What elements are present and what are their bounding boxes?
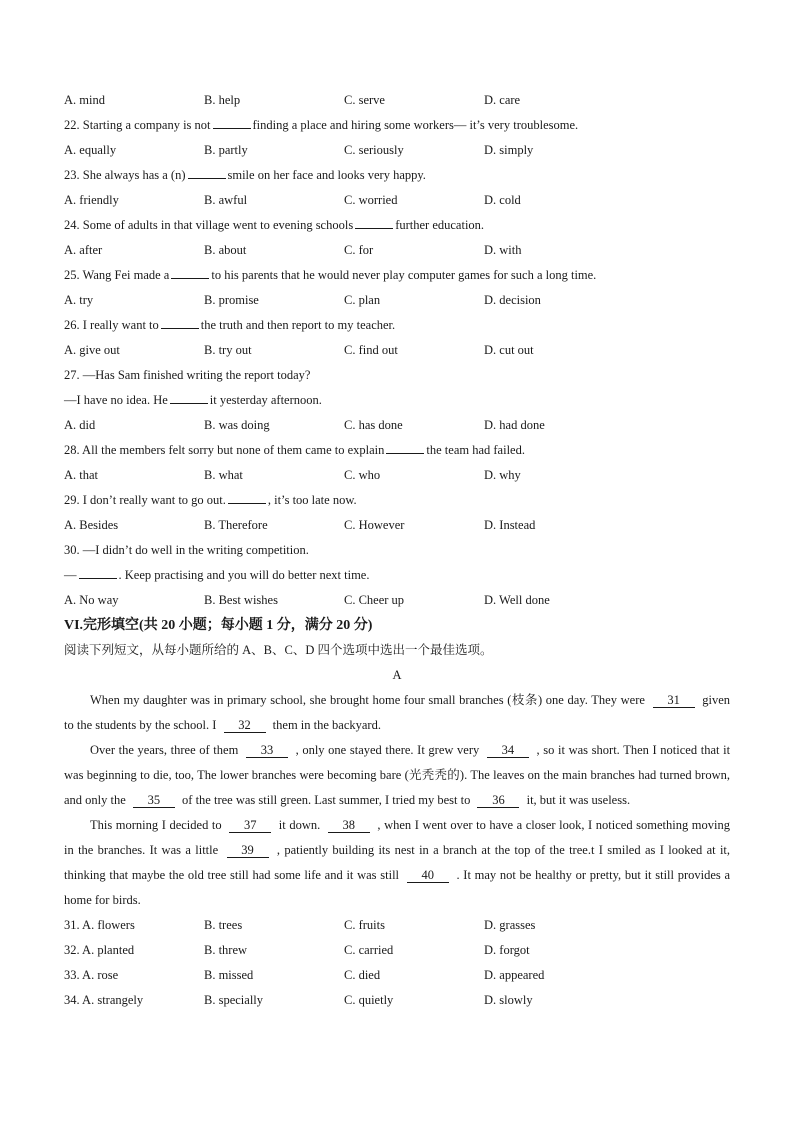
option: D. cold [484,193,521,207]
question-text: —I have no idea. He [64,393,168,407]
passage-paragraph-3 [64,813,730,913]
option-row [64,138,730,163]
option: A. equally [64,143,117,157]
exam-page [64,88,730,1013]
answer-blank [170,391,208,404]
question [64,488,730,513]
option: D. why [484,468,521,482]
question [64,113,730,138]
option: B. try out [204,343,252,357]
passage-text: , only one stayed there. It grew very [295,743,480,757]
cloze-blank: 31 [653,693,695,708]
option-row [64,988,730,1013]
option-row [64,938,730,963]
cloze-blank: 38 [328,818,370,833]
option: C. seriously [344,143,404,157]
option: C. died [344,968,381,982]
passage-text: , patiently building its nest in a branch at the top of the tree.t I smiled as I looked at it, thinking that maybe the old tree still had some life and it was still [64,843,731,882]
passage-text: . It may not be healthy or pretty, but it still provides a home for birds. [64,868,731,907]
section-title: VI.完形填空(共 20 小题；每小题 1 分，满分 20 分) [64,618,373,633]
question-text: the truth and then report to my teacher. [200,318,396,332]
answer-blank [188,166,226,179]
passage-text: it, but it was useless. [526,793,631,807]
answer-blank [79,566,117,579]
option: D. simply [484,143,534,157]
option: C. Cheer up [344,593,405,607]
question-text: , it’s too late now. [267,493,357,507]
passage-text: of the tree was still green. Last summer, I tried my best to [182,793,471,807]
option: D. cut out [484,343,534,357]
question-text: 29. I don’t really want to go out. [64,493,226,507]
option: B. threw [204,943,248,957]
option-row [64,413,730,438]
question [64,388,730,413]
option: A. friendly [64,193,119,207]
passage-text: it down. [278,818,321,832]
option-row [64,463,730,488]
question-text: it yesterday afternoon. [209,393,322,407]
option-row [64,513,730,538]
passage-paragraph-2 [64,738,730,813]
passage-text: When my daughter was in primary school, she brought home four small branches (枝条) one day. They were [90,693,645,707]
question [64,263,730,288]
option-row [64,288,730,313]
option: B. Best wishes [204,593,278,607]
option: C. quietly [344,993,394,1007]
passage-paragraph-1 [64,688,730,738]
cloze-blank: 33 [246,743,288,758]
question [64,438,730,463]
option: D. Instead [484,518,536,532]
option: D. appeared [484,968,545,982]
option: B. specially [204,993,264,1007]
option: A. Besides [64,518,119,532]
answer-blank [386,441,424,454]
option: D. Well done [484,593,550,607]
option: D. forgot [484,943,530,957]
cloze-blank: 36 [477,793,519,808]
option: C. who [344,468,381,482]
option: A. after [64,243,103,257]
option: C. for [344,243,374,257]
cloze-blank: 40 [407,868,449,883]
option: A. give out [64,343,120,357]
option: C. fruits [344,918,385,932]
question-text: 28. All the members felt sorry but none of them came to explain [64,443,385,457]
passage-text: Over the years, three of them [90,743,239,757]
passage-label: A [392,668,402,682]
question-text: 23. She always has a (n) [64,168,186,182]
question-list [64,88,730,613]
option-row [64,338,730,363]
cloze-blank: 39 [227,843,269,858]
option-row [64,238,730,263]
question-text: further education. [395,218,485,232]
option: D. grasses [484,918,536,932]
option: A. mind [64,93,105,107]
answer-blank [228,491,266,504]
cloze-blank: 32 [224,718,266,733]
answer-blank [161,316,199,329]
option: B. about [204,243,247,257]
passage-text: given to the students by the school. I [64,693,730,732]
question [64,213,730,238]
option: B. what [204,468,243,482]
question-text: the team had failed. [426,443,525,457]
question-text: 22. Starting a company is not [64,118,211,132]
option: A. No way [64,593,119,607]
passage-text: , so it was short. Then I noticed that it was beginning to die, too, The lower branches were becoming bare (光秃秃的). The leaves on the main branches had turned brown, and only the [64,743,731,807]
option: D. decision [484,293,541,307]
question [64,563,730,588]
question-text: . Keep practising and you will do better next time. [118,568,370,582]
option: B. awful [204,193,248,207]
option: C. has done [344,418,403,432]
question-text: smile on her face and looks very happy. [227,168,426,182]
option: D. slowly [484,993,533,1007]
option: A. did [64,418,96,432]
cloze-blank: 37 [229,818,271,833]
option: C. find out [344,343,398,357]
option: D. with [484,243,522,257]
option: B. missed [204,968,254,982]
option: B. trees [204,918,243,932]
question-text: — [64,568,77,582]
option-row [64,188,730,213]
answer-blank [171,266,209,279]
option: 34. A. strangely [64,993,144,1007]
option: C. worried [344,193,398,207]
option-row [64,913,730,938]
option: B. promise [204,293,259,307]
option-row [64,88,730,113]
option: C. carried [344,943,394,957]
option: C. However [344,518,405,532]
option: B. Therefore [204,518,268,532]
option: C. plan [344,293,381,307]
question-text: 27. —Has Sam finished writing the report today? [64,368,311,382]
question [64,163,730,188]
cloze-blank: 34 [487,743,529,758]
question-text: finding a place and hiring some workers— it’s very troublesome. [252,118,579,132]
option: A. try [64,293,94,307]
option: A. that [64,468,99,482]
section-instruction: 阅读下列短文，从每小题所给的 A、B、C、D 四个选项中选出一个最佳选项。 [64,643,493,657]
option: D. care [484,93,521,107]
question [64,313,730,338]
passage-text: them in the backyard. [272,718,381,732]
option: B. help [204,93,241,107]
passage-text: This morning I decided to [90,818,222,832]
question-text: 26. I really want to [64,318,159,332]
answer-blank [213,116,251,129]
option-row [64,588,730,613]
question-text: 30. —I didn’t do well in the writing competition. [64,543,309,557]
answer-blank [355,216,393,229]
option: C. serve [344,93,385,107]
option: 32. A. planted [64,943,135,957]
cloze-blank: 35 [133,793,175,808]
answer-options-list [64,913,730,1013]
option: B. partly [204,143,248,157]
option: D. had done [484,418,545,432]
passage-text: , when I went over to have a closer look, I noticed something moving in the branches. It was a little [64,818,730,857]
question-text: to his parents that he would never play computer games for such a long time. [211,268,597,282]
option-row [64,963,730,988]
question-text: 25. Wang Fei made a [64,268,170,282]
option: 31. A. flowers [64,918,135,932]
option: 33. A. rose [64,968,119,982]
option: B. was doing [204,418,270,432]
question-text: 24. Some of adults in that village went to evening schools [64,218,354,232]
